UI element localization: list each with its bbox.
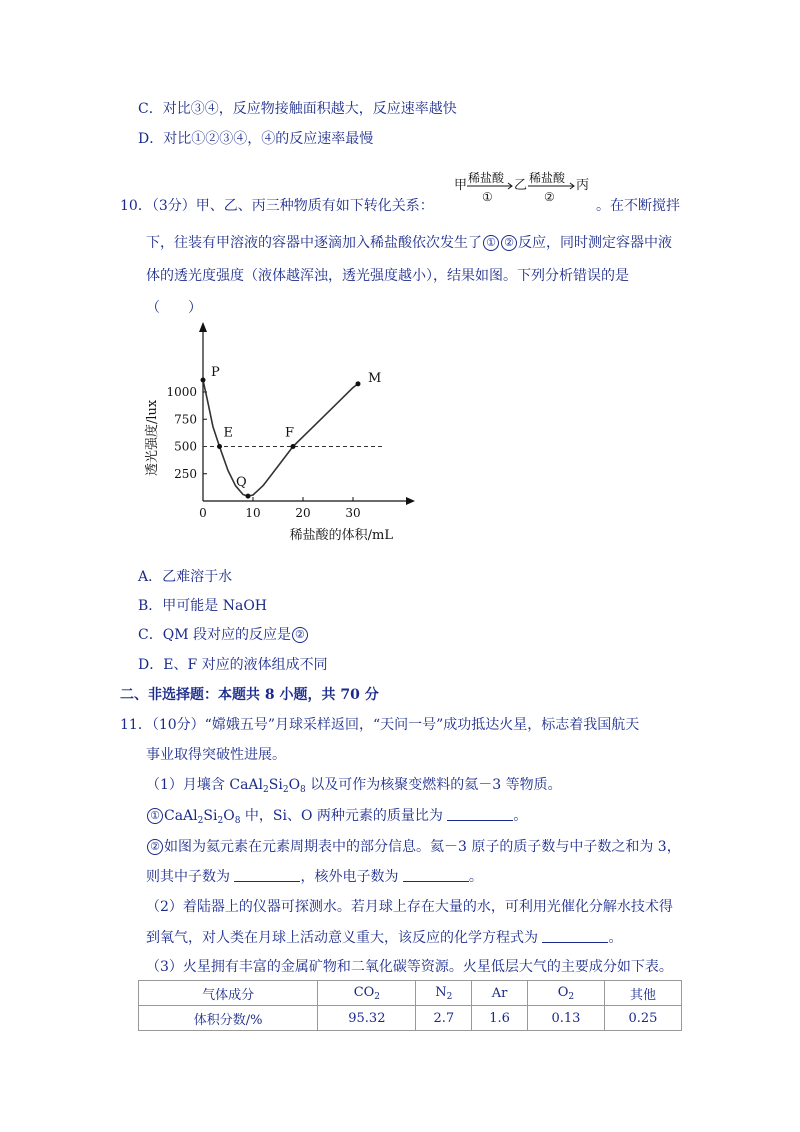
q10-option-c-text: C．QM 段对应的反应是 <box>138 627 291 643</box>
answer-blank-mass-ratio[interactable] <box>447 808 513 821</box>
transmittance-chart <box>140 318 460 548</box>
point-label: M <box>368 370 382 386</box>
point-label: P <box>211 365 220 381</box>
x-tick-label: 20 <box>295 506 311 520</box>
q10-option-c-mark: ② <box>292 627 308 643</box>
table-header-cell: 气体成分 <box>139 981 318 1006</box>
q10-stem-line2 <box>146 232 672 252</box>
y-tick-label: 500 <box>174 439 197 454</box>
q10-option-a: A．乙难溶于水 <box>138 569 233 585</box>
q11-part1: （1）月壤含 $CaAl_2Si_2O_8$ 以及可作为核聚变燃料的氦－3 等物质。 <box>146 777 562 795</box>
table-cell: 0.13 <box>527 1006 604 1031</box>
q11-part1c: 则其中子数为 ，核外电子数为 。 <box>146 869 483 885</box>
x-tick-label: 30 <box>345 506 361 520</box>
y-tick-label: 250 <box>174 466 197 481</box>
rel-jia: 甲 <box>454 178 468 193</box>
y-axis-label: 透光强度/lux <box>145 399 160 476</box>
y-tick-label: 750 <box>174 412 197 427</box>
data-point <box>356 381 361 386</box>
x-tick-label: 10 <box>245 506 261 520</box>
q11-part3: （3）火星拥有丰富的金属矿物和二氧化碳等资源。火星低层大气的主要成分如下表。 <box>146 959 673 975</box>
answer-blank-neutrons[interactable] <box>234 869 300 882</box>
mars-atmosphere-table <box>138 980 682 1031</box>
q11-part1a: ① $CaAl_2Si_2O_8$ 中，Si、O 两种元素的质量比为 。 <box>146 805 527 826</box>
q11-mark-2: ② <box>147 839 163 855</box>
point-label: E <box>223 425 233 441</box>
section-2-heading: 二、非选择题：本题共 8 小题，共 70 分 <box>120 687 379 703</box>
x-tick-label: 0 <box>199 506 207 520</box>
data-point <box>201 378 206 383</box>
rel-step2: ② <box>544 190 555 204</box>
q11-part1b: ② 如图为氦元素在元素周期表中的部分信息。氦－3 原子的质子数与中子数之和为 3， <box>146 836 681 856</box>
y-tick-label: 1000 <box>166 385 197 399</box>
q11-number: 11． <box>120 717 152 733</box>
table-row <box>139 1006 682 1031</box>
table-cell: 体积分数/% <box>139 1006 318 1031</box>
table-header-cell: $CO_2$ <box>318 981 416 1006</box>
table-header-row <box>139 981 682 1006</box>
table-cell: 95.32 <box>318 1006 416 1031</box>
q10-mark-2: ② <box>501 235 517 251</box>
rel-reagent2: 稀盐酸 <box>529 171 566 185</box>
answer-blank-equation[interactable] <box>542 930 608 943</box>
x-axis-arrow <box>406 497 415 505</box>
q10-relation-diagram <box>454 170 594 210</box>
table-header-cell: Ar <box>472 981 528 1006</box>
q10-answer-paren: （ ） <box>146 300 202 316</box>
q10-option-d: D．E、F 对应的液体组成不同 <box>138 657 328 673</box>
q10-option-c <box>138 624 309 644</box>
answer-blank-electrons[interactable] <box>403 869 469 882</box>
table-cell: 0.25 <box>604 1006 681 1031</box>
table-cell: 1.6 <box>472 1006 528 1031</box>
rel-bing: 丙 <box>576 178 590 193</box>
q10-stem-line1 <box>120 195 434 215</box>
q11-stem1: “嫦娥五号”月球采样返回，“天问一号”成功抵达火星，标志着我国航天 <box>204 717 640 733</box>
q11-stem-line2: 事业取得突破性进展。 <box>146 747 286 763</box>
y-axis-arrow <box>199 322 207 332</box>
data-point <box>246 494 251 499</box>
table-header-cell: $N_2$ <box>416 981 472 1006</box>
rel-reagent1: 稀盐酸 <box>468 171 505 185</box>
q11-score: （10分） <box>151 717 205 733</box>
data-point <box>291 444 296 449</box>
point-label: F <box>285 425 295 441</box>
q9-option-d: D．对比①②③④，④的反应速率最慢 <box>138 131 374 147</box>
q10-number: 10． <box>120 198 152 214</box>
q10-stem-a: 甲、乙、丙三种物质有如下转化关系： <box>195 198 434 214</box>
q10-stem-line2-text: 下，往装有甲溶液的容器中逐滴加入稀盐酸依次发生了 <box>146 235 482 251</box>
point-label: Q <box>236 475 247 491</box>
q11-stem-line1 <box>120 714 639 734</box>
q11-part2-line1: （2）着陆器上的仪器可探测水。若月球上存在大量的水，可利用光催化分解水技术得 <box>146 899 673 915</box>
q9-option-c: C．对比③④，反应物接触面积越大，反应速率越快 <box>138 101 457 117</box>
q10-stem-b: 。在不断搅拌 <box>596 198 680 214</box>
q10-mark-1: ① <box>483 235 499 251</box>
x-axis-label: 稀盐酸的体积/mL <box>289 528 393 543</box>
rel-step1: ① <box>482 190 493 204</box>
q10-stem-line3: 体的透光度强度（液体越浑浊，透光强度越小），结果如图。下列分析错误的是 <box>146 268 629 284</box>
q11-mark-1: ① <box>147 808 163 824</box>
data-point <box>217 444 222 449</box>
table-cell: 2.7 <box>416 1006 472 1031</box>
q10-score: （3分） <box>151 198 196 214</box>
q11-part2-line2: 到氧气，对人类在月球上活动意义重大，该反应的化学方程式为 。 <box>146 930 623 946</box>
rel-yi: 乙 <box>514 178 528 193</box>
q10-option-b: B．甲可能是 NaOH <box>138 598 268 614</box>
table-header-cell: $O_2$ <box>527 981 604 1006</box>
q10-stem-line2b-text: 反应，同时测定容器中液 <box>518 235 672 251</box>
table-header-cell: 其他 <box>604 981 681 1006</box>
